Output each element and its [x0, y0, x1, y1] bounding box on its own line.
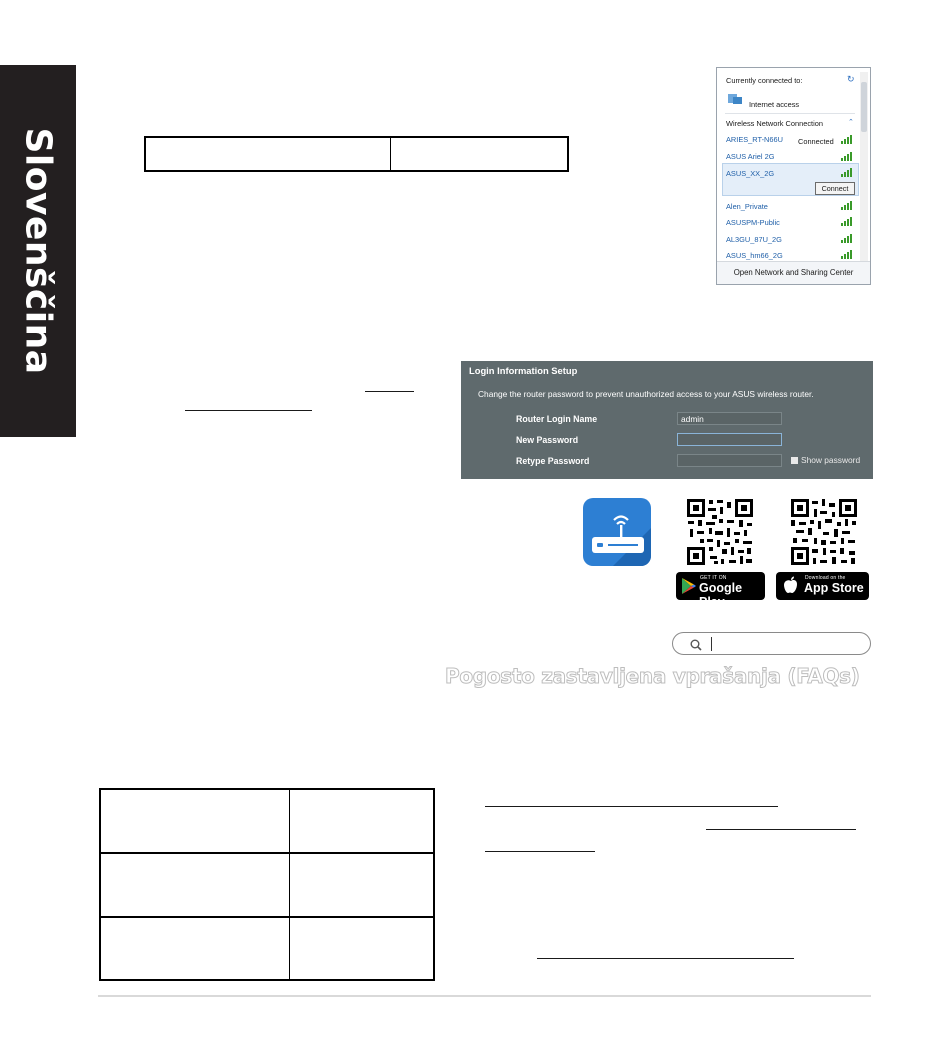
signal-icon — [841, 250, 853, 259]
new-password-field[interactable] — [677, 433, 782, 446]
network-item[interactable]: ARIES_RT-N66U — [726, 135, 783, 144]
connect-button[interactable]: Connect — [815, 182, 855, 195]
network-item[interactable]: AL3GU_87U_2G — [726, 235, 782, 244]
google-play-qr-code — [686, 498, 754, 566]
retype-password-field[interactable] — [677, 454, 782, 467]
collapse-icon[interactable]: ⌃ — [848, 119, 854, 126]
link-underline[interactable] — [365, 391, 414, 392]
signal-icon — [841, 135, 853, 144]
badge-caption: GET IT ON — [700, 575, 727, 581]
show-password-label: Show password — [801, 455, 861, 465]
signal-icon — [841, 234, 853, 243]
footer-divider — [98, 995, 871, 997]
panel-title: Login Information Setup — [469, 365, 578, 376]
search-icon — [690, 638, 702, 656]
google-play-badge[interactable] — [676, 572, 765, 609]
link-underline[interactable] — [485, 851, 595, 852]
currently-connected-label: Currently connected to: — [726, 76, 803, 85]
network-item[interactable]: ASUS_XX_2G — [726, 169, 775, 178]
faq-heading: Pogosto zastavljena vprašanja (FAQs) — [445, 664, 860, 688]
signal-icon — [841, 152, 853, 161]
new-password-label: New Password — [516, 435, 579, 445]
badge-title: Google Play — [699, 581, 743, 609]
faq-search-input[interactable] — [672, 632, 871, 655]
signal-icon — [841, 217, 853, 226]
connected-status: Connected — [798, 137, 834, 146]
router-login-name-label: Router Login Name — [516, 414, 598, 424]
panel-description: Change the router password to prevent unauthorized access to your ASUS wireless router. — [478, 389, 814, 399]
network-name-table — [144, 136, 569, 172]
network-item[interactable]: Alen_Private — [726, 202, 768, 211]
apple-icon — [784, 576, 798, 599]
app-store-qr-code — [790, 498, 858, 566]
text-cursor — [711, 637, 712, 651]
google-play-icon — [682, 578, 696, 599]
show-password-checkbox[interactable] — [791, 457, 798, 464]
table-cell — [146, 138, 391, 170]
badge-title: App Store — [804, 581, 864, 595]
info-table — [99, 788, 435, 981]
app-store-badge[interactable] — [776, 572, 869, 600]
network-item[interactable]: ASUS Ariel 2G — [726, 152, 775, 161]
badge-caption: Download on the — [805, 575, 846, 581]
retype-password-label: Retype Password — [516, 456, 590, 466]
signal-icon — [841, 201, 853, 210]
network-item[interactable]: ASUS_hm66_2G — [726, 251, 783, 260]
language-side-tab — [0, 65, 76, 437]
router-app-icon — [583, 498, 651, 566]
language-label: Slovenščina — [17, 127, 59, 375]
link-underline[interactable] — [485, 806, 778, 807]
internet-access-label: Internet access — [749, 100, 800, 109]
table-cell — [391, 138, 567, 170]
wireless-section-title: Wireless Network Connection — [726, 119, 823, 128]
network-item[interactable]: ASUSPM-Public — [726, 218, 780, 227]
login-information-setup-panel — [461, 361, 873, 479]
router-login-name-field[interactable]: admin — [677, 412, 782, 425]
link-underline[interactable] — [185, 410, 312, 411]
link-underline[interactable] — [706, 829, 856, 830]
open-network-sharing-center-link[interactable]: Open Network and Sharing Center — [717, 261, 870, 284]
scrollbar[interactable] — [860, 72, 868, 262]
link-underline[interactable] — [537, 958, 794, 959]
refresh-icon[interactable]: ↻ — [847, 74, 855, 84]
signal-icon — [841, 168, 853, 177]
wireless-network-panel — [716, 67, 871, 285]
network-icon — [727, 93, 743, 105]
